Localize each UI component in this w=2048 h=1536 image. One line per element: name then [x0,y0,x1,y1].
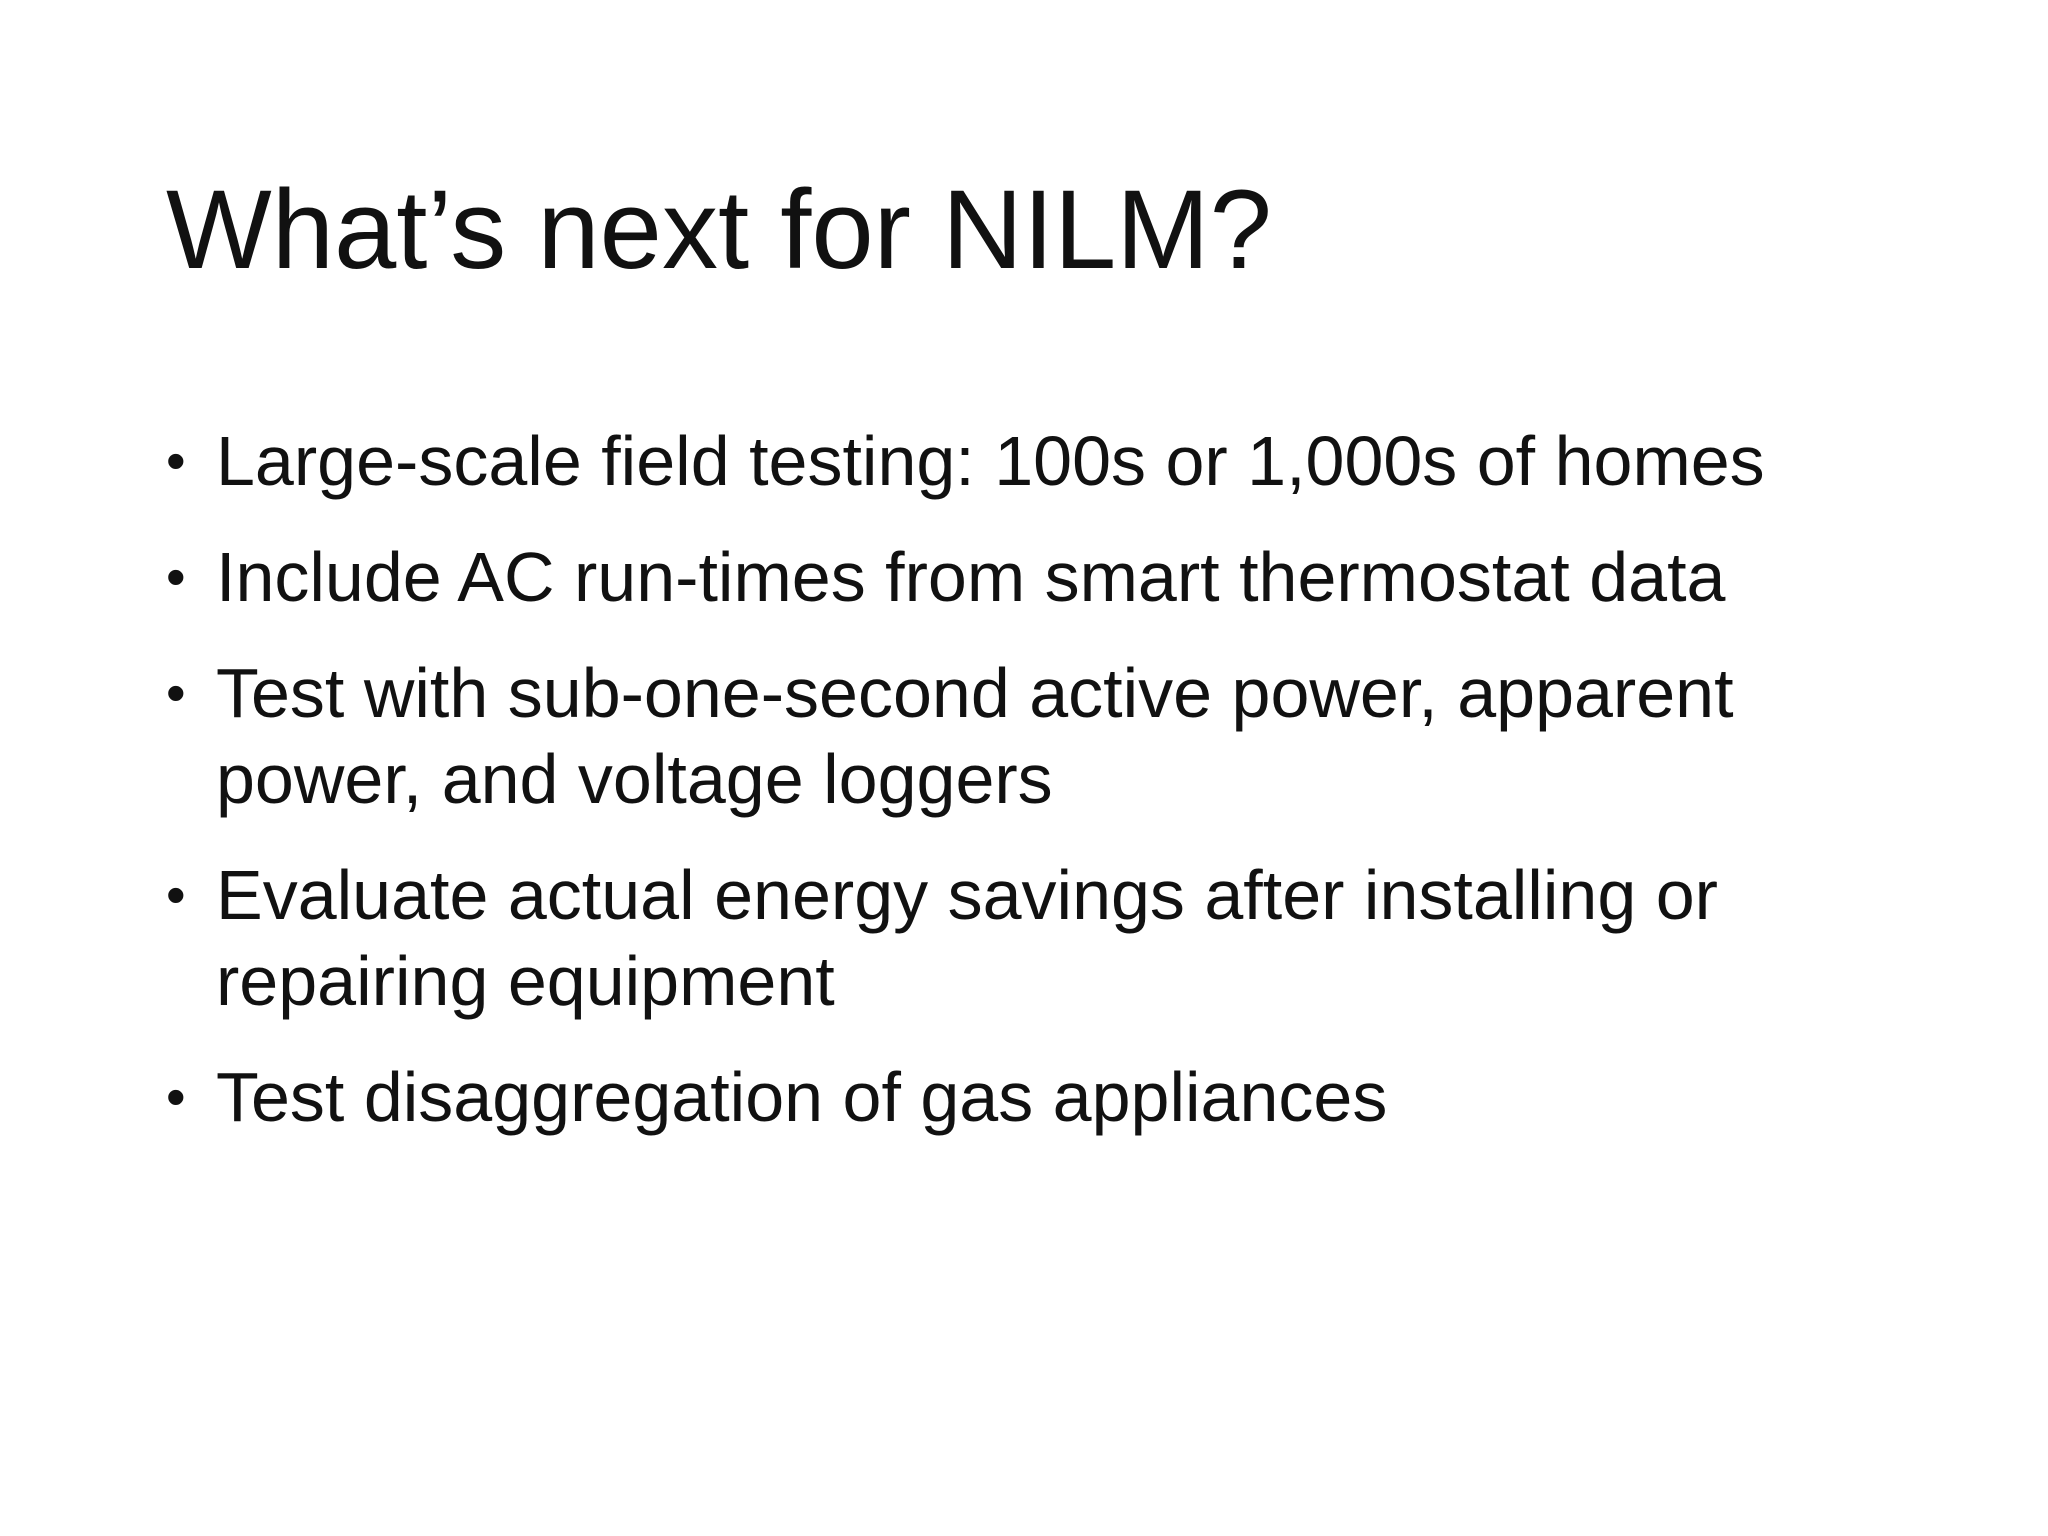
bullet-icon: • [166,661,186,724]
bullet-item [166,852,1926,1024]
bullet-text: Test with sub-one-second active power, apparent power, and voltage loggers [216,654,1734,818]
bullet-text: Test disaggregation of gas appliances [216,1058,1388,1136]
bullet-item [166,1054,1926,1140]
bullet-icon: • [166,863,186,926]
bullet-item [166,650,1926,822]
slide-title: What’s next for NILM? [166,167,1272,292]
bullet-list [166,418,1926,1170]
bullet-text: Large-scale field testing: 100s or 1,000s of homes [216,422,1765,500]
bullet-text: Evaluate actual energy savings after installing or repairing equipment [216,856,1718,1020]
bullet-icon: • [166,1065,186,1128]
bullet-text: Include AC run-times from smart thermostat data [216,538,1726,616]
bullet-item [166,534,1926,620]
bullet-item [166,418,1926,504]
bullet-icon: • [166,429,186,492]
bullet-icon: • [166,545,186,608]
